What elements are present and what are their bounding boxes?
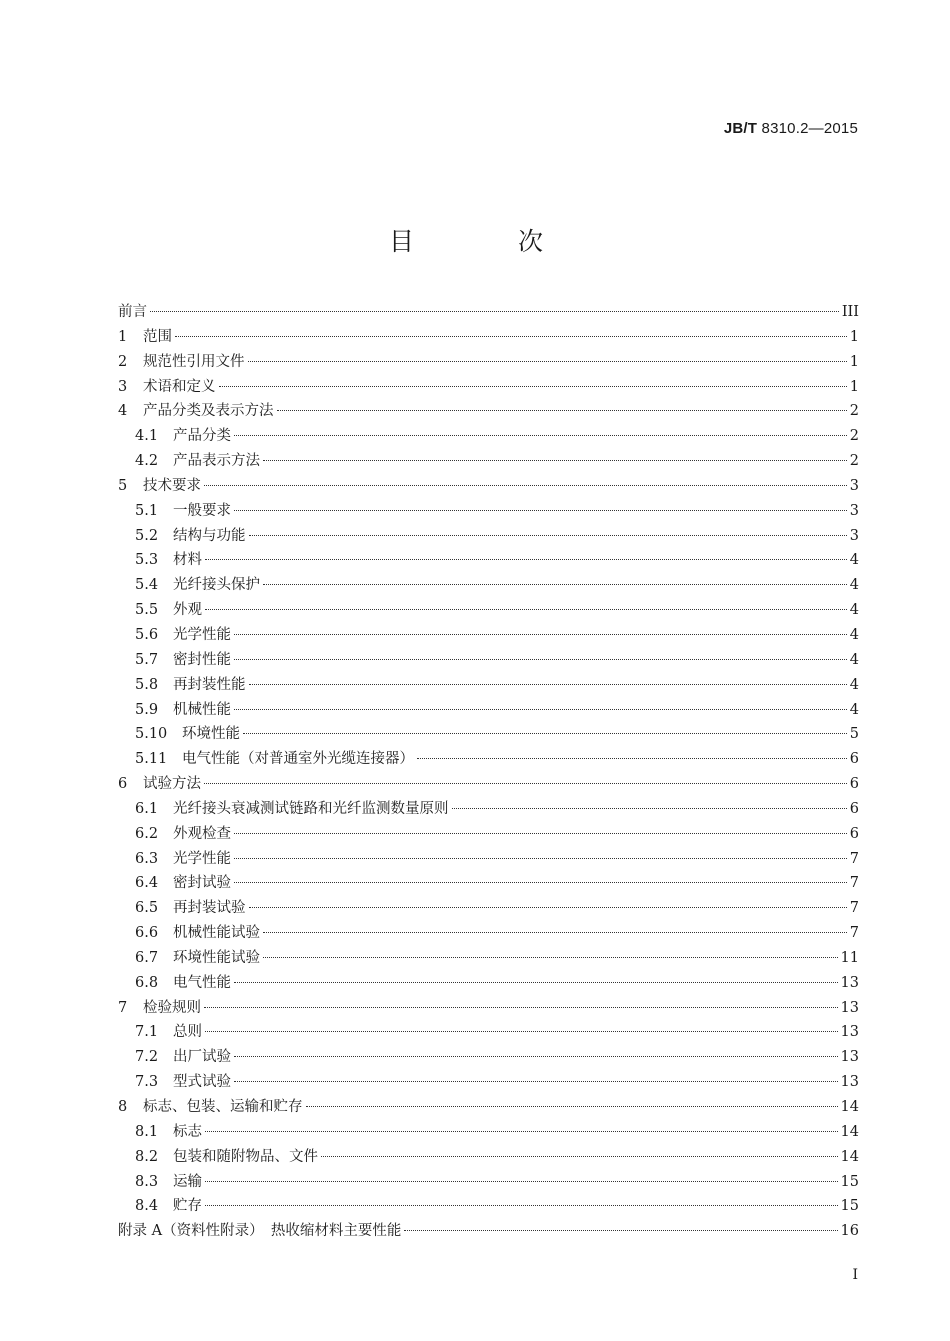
- toc-entry-number: 8.4: [135, 1198, 159, 1215]
- toc-entry-label: 技术要求: [143, 477, 201, 494]
- toc-entry[interactable]: [118, 871, 859, 896]
- toc-dot-leader: [205, 559, 847, 560]
- toc-entry-page: 6: [849, 776, 859, 793]
- toc-entry[interactable]: [118, 474, 859, 499]
- toc-entry-label: 检验规则: [143, 999, 201, 1016]
- toc-entry-label: 光学性能: [173, 626, 231, 643]
- toc-entry-label: 再封装试验: [173, 900, 246, 917]
- toc-entry-label: 密封试验: [173, 875, 231, 892]
- toc-entry-number: 1: [118, 328, 128, 345]
- toc-entry-page: 4: [849, 626, 859, 643]
- toc-entry-label: 一般要求: [173, 502, 231, 519]
- toc-entry-label: 机械性能: [173, 701, 231, 718]
- toc-entry-number: 5.4: [135, 577, 159, 594]
- toc-dot-leader: [306, 1106, 838, 1107]
- toc-entry-label: 密封性能: [173, 651, 231, 668]
- toc-entry[interactable]: [118, 1020, 859, 1045]
- toc-entry-page: 7: [849, 925, 859, 942]
- toc-entry-label: 光纤接头衰减测试链路和光纤监测数量原则: [173, 800, 449, 817]
- table-of-contents: [118, 300, 859, 1244]
- toc-entry-number: 6.3: [135, 850, 159, 867]
- toc-entry-number: 6.1: [135, 800, 159, 817]
- toc-entry-page: III: [841, 304, 859, 320]
- toc-entry-number: 4: [118, 403, 128, 420]
- toc-entry-number: 8: [118, 1099, 128, 1115]
- toc-dot-leader: [204, 1007, 838, 1008]
- toc-entry-page: 2: [849, 428, 859, 445]
- document-code: [724, 120, 858, 137]
- toc-entry-number: 5.8: [135, 676, 159, 693]
- toc-entry[interactable]: [118, 1219, 859, 1244]
- toc-entry-page: 14: [840, 1099, 859, 1115]
- toc-dot-leader: [249, 535, 847, 536]
- toc-entry-page: 4: [849, 676, 859, 693]
- toc-entry-label: 标志: [173, 1123, 202, 1140]
- toc-dot-leader: [234, 659, 847, 660]
- toc-entry[interactable]: [118, 1095, 859, 1120]
- toc-entry[interactable]: [118, 698, 859, 723]
- toc-entry[interactable]: [118, 921, 859, 946]
- toc-entry-number: 6.2: [135, 825, 159, 842]
- document-code-prefix: JB/T: [723, 120, 758, 137]
- toc-entry-label: 规范性引用文件: [143, 353, 245, 370]
- toc-dot-leader: [205, 1031, 838, 1032]
- toc-dot-leader: [205, 609, 847, 610]
- toc-entry-page: 15: [840, 1198, 859, 1215]
- toc-entry[interactable]: [118, 1045, 859, 1070]
- toc-entry-page: 1: [849, 378, 859, 395]
- toc-dot-leader: [234, 982, 838, 983]
- toc-entry-label: 附录 A（资料性附录） 热收缩材料主要性能: [118, 1223, 402, 1240]
- toc-entry-label: 产品分类及表示方法: [143, 403, 274, 420]
- toc-entry-number: 8.2: [135, 1148, 159, 1165]
- toc-entry-page: 15: [840, 1173, 859, 1190]
- toc-entry-number: 6.6: [135, 925, 159, 942]
- toc-dot-leader: [404, 1230, 837, 1231]
- toc-entry-number: 7.2: [135, 1049, 159, 1066]
- toc-dot-leader: [263, 957, 838, 958]
- toc-entry-page: 7: [849, 850, 859, 867]
- toc-entry[interactable]: [118, 797, 859, 822]
- toc-entry-page: 7: [849, 900, 859, 917]
- toc-entry[interactable]: [118, 350, 859, 375]
- toc-entry-page: 14: [840, 1123, 859, 1140]
- toc-entry-page: 4: [849, 577, 859, 594]
- toc-entry-number: 3: [118, 378, 128, 395]
- toc-dot-leader: [248, 361, 847, 362]
- document-code-number: 8310.2—2015: [761, 120, 858, 137]
- toc-entry[interactable]: [118, 424, 859, 449]
- page-number: I: [852, 1267, 858, 1283]
- toc-entry[interactable]: [118, 1194, 859, 1219]
- toc-entry-page: 7: [849, 875, 859, 892]
- toc-entry-label: 再封装性能: [173, 676, 246, 693]
- toc-entry[interactable]: [118, 300, 859, 325]
- toc-entry-page: 1: [849, 353, 859, 370]
- toc-entry[interactable]: [118, 524, 859, 549]
- toc-entry-number: 6.5: [135, 900, 159, 917]
- toc-entry[interactable]: [118, 449, 859, 474]
- toc-entry-label: 前言: [118, 304, 147, 320]
- toc-entry-label: 贮存: [173, 1198, 202, 1215]
- toc-entry[interactable]: [118, 399, 859, 424]
- toc-entry-label: 光学性能: [173, 850, 231, 867]
- toc-entry[interactable]: [118, 1120, 859, 1145]
- toc-entry-label: 包装和随附物品、文件: [173, 1148, 318, 1165]
- toc-entry-page: 11: [840, 949, 859, 966]
- toc-dot-leader: [234, 709, 847, 710]
- toc-entry-page: 13: [840, 999, 859, 1016]
- toc-entry-number: 5.11: [135, 751, 168, 768]
- toc-entry-label: 电气性能: [173, 974, 231, 991]
- toc-entry-number: 5.7: [135, 651, 159, 668]
- toc-dot-leader: [205, 1181, 838, 1182]
- toc-dot-leader: [321, 1156, 838, 1157]
- toc-entry-page: 4: [849, 651, 859, 668]
- toc-entry-number: 5: [118, 477, 128, 494]
- toc-entry-label: 机械性能试验: [173, 925, 260, 942]
- toc-entry[interactable]: [118, 747, 859, 772]
- toc-entry-page: 2: [849, 403, 859, 420]
- toc-dot-leader: [249, 907, 847, 908]
- toc-entry-label: 范围: [143, 328, 172, 345]
- toc-dot-leader: [205, 1205, 838, 1206]
- toc-entry-label: 产品分类: [173, 428, 231, 445]
- toc-entry-page: 3: [849, 502, 859, 519]
- toc-entry-page: 3: [849, 527, 859, 544]
- toc-entry-label: 环境性能: [182, 726, 240, 743]
- toc-entry-page: 13: [840, 1049, 859, 1066]
- toc-entry-number: 5.2: [135, 527, 159, 544]
- toc-entry[interactable]: [118, 847, 859, 872]
- toc-entry-page: 13: [840, 1074, 859, 1091]
- toc-entry[interactable]: [118, 375, 859, 400]
- toc-entry[interactable]: [118, 822, 859, 847]
- toc-entry-label: 标志、包装、运输和贮存: [143, 1099, 303, 1115]
- toc-entry-number: 5.6: [135, 626, 159, 643]
- toc-entry-number: 7.1: [135, 1024, 159, 1041]
- toc-entry-number: 5.10: [135, 726, 168, 743]
- toc-entry-number: 7.3: [135, 1074, 159, 1091]
- toc-dot-leader: [234, 858, 847, 859]
- toc-entry-number: 6.4: [135, 875, 159, 892]
- toc-entry-label: 光纤接头保护: [173, 577, 260, 594]
- toc-dot-leader: [204, 485, 847, 486]
- toc-entry[interactable]: [118, 623, 859, 648]
- toc-dot-leader: [417, 758, 847, 759]
- toc-entry[interactable]: [118, 971, 859, 996]
- toc-entry-number: 5.3: [135, 552, 159, 569]
- toc-entry-label: 总则: [173, 1024, 202, 1041]
- toc-dot-leader: [234, 882, 847, 883]
- toc-entry[interactable]: [118, 548, 859, 573]
- toc-entry[interactable]: [118, 1170, 859, 1195]
- toc-entry-page: 4: [849, 552, 859, 569]
- toc-entry-label: 产品表示方法: [173, 453, 260, 470]
- toc-dot-leader: [234, 833, 847, 834]
- toc-entry-number: 2: [118, 353, 128, 370]
- toc-entry-number: 4.2: [135, 453, 159, 470]
- toc-entry-label: 试验方法: [143, 776, 201, 793]
- toc-dot-leader: [243, 733, 847, 734]
- toc-entry[interactable]: [118, 598, 859, 623]
- toc-dot-leader: [175, 336, 847, 337]
- toc-entry[interactable]: [118, 1145, 859, 1170]
- toc-entry[interactable]: [118, 896, 859, 921]
- toc-entry-number: 8.3: [135, 1173, 159, 1190]
- toc-entry-number: 5.5: [135, 602, 159, 619]
- toc-dot-leader: [277, 410, 847, 411]
- toc-entry-page: 13: [840, 974, 859, 991]
- toc-entry-number: 6.8: [135, 974, 159, 991]
- toc-entry-label: 材料: [173, 552, 202, 569]
- toc-entry-page: 13: [840, 1024, 859, 1041]
- toc-entry-label: 运输: [173, 1173, 202, 1190]
- toc-entry[interactable]: [118, 946, 859, 971]
- toc-entry-page: 16: [840, 1223, 859, 1240]
- toc-dot-leader: [249, 684, 847, 685]
- toc-entry-label: 术语和定义: [143, 378, 216, 395]
- toc-dot-leader: [150, 311, 839, 312]
- toc-dot-leader: [234, 634, 847, 635]
- toc-entry-page: 6: [849, 751, 859, 768]
- toc-dot-leader: [234, 1081, 838, 1082]
- toc-entry[interactable]: [118, 996, 859, 1021]
- toc-entry[interactable]: [118, 673, 859, 698]
- toc-entry-page: 5: [849, 726, 859, 743]
- toc-dot-leader: [219, 386, 847, 387]
- toc-entry-number: 7: [118, 999, 128, 1016]
- toc-entry-label: 外观检查: [173, 825, 231, 842]
- toc-entry[interactable]: [118, 648, 859, 673]
- toc-dot-leader: [234, 1056, 838, 1057]
- toc-dot-leader: [263, 460, 847, 461]
- toc-entry-label: 外观: [173, 602, 202, 619]
- toc-dot-leader: [234, 510, 847, 511]
- toc-dot-leader: [204, 783, 847, 784]
- toc-entry-number: 4.1: [135, 428, 159, 445]
- toc-dot-leader: [452, 808, 847, 809]
- toc-entry-number: 6: [118, 776, 128, 793]
- toc-entry-number: 5.9: [135, 701, 159, 718]
- toc-entry-number: 5.1: [135, 502, 159, 519]
- toc-entry-label: 出厂试验: [173, 1049, 231, 1066]
- toc-entry-page: 2: [849, 453, 859, 470]
- toc-dot-leader: [205, 1131, 838, 1132]
- toc-entry-label: 电气性能（对普通室外光缆连接器）: [182, 751, 414, 768]
- toc-entry-page: 6: [849, 825, 859, 842]
- toc-entry-page: 4: [849, 701, 859, 718]
- toc-entry[interactable]: [118, 325, 859, 350]
- toc-entry[interactable]: [118, 499, 859, 524]
- toc-entry-page: 3: [849, 477, 859, 494]
- toc-entry-page: 4: [849, 602, 859, 619]
- toc-entry[interactable]: [118, 772, 859, 797]
- toc-entry-number: 6.7: [135, 949, 159, 966]
- toc-entry[interactable]: [118, 1070, 859, 1095]
- toc-entry-page: 1: [849, 328, 859, 345]
- toc-entry-page: 14: [840, 1148, 859, 1165]
- toc-title: 目 次: [389, 227, 591, 256]
- toc-dot-leader: [263, 932, 847, 933]
- toc-entry-number: 8.1: [135, 1123, 159, 1140]
- toc-entry-label: 结构与功能: [173, 527, 246, 544]
- toc-dot-leader: [234, 435, 847, 436]
- toc-dot-leader: [263, 584, 847, 585]
- toc-entry[interactable]: [118, 722, 859, 747]
- toc-entry[interactable]: [118, 573, 859, 598]
- toc-entry-label: 环境性能试验: [173, 949, 260, 966]
- toc-entry-label: 型式试验: [173, 1074, 231, 1091]
- toc-entry-page: 6: [849, 800, 859, 817]
